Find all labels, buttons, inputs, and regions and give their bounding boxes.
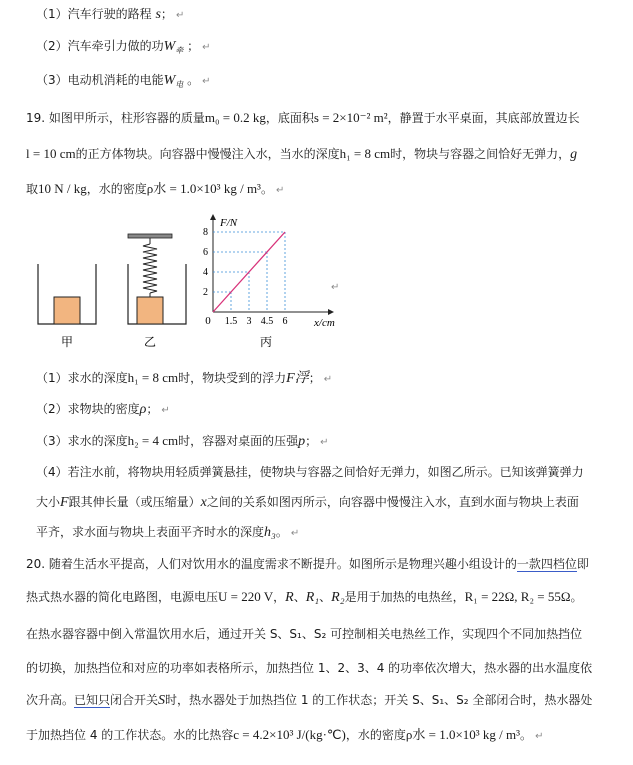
x-axis-label: x/cm (314, 317, 335, 329)
q19-sub4-line3: 平齐，求水面与物块上表面平齐时水的深度h₃。 ↵ (36, 525, 300, 540)
q19-stem-line2: l = 10 cm的正方体物块。向容器中慢慢注入水，当水的深度h₁ = 8 cm时，物块与容器之间恰好无弹力，g (26, 146, 578, 162)
container-jia (38, 264, 96, 324)
para-mark-icon: ↵ (535, 731, 544, 742)
label-yi: 乙 (143, 335, 157, 349)
container-yi (128, 234, 186, 324)
x-tick-label: 3 (246, 316, 252, 327)
y-axis-arrow-icon (210, 214, 216, 220)
x-tick-label: 4.5 (260, 316, 274, 327)
q19-sub2: （2）求物块的密度ρ； ↵ (36, 402, 170, 417)
para-mark-icon: ↵ (323, 374, 333, 385)
q19-figures (28, 208, 348, 353)
y-tick-label: 4 (203, 267, 208, 278)
y-tick-label: 6 (203, 247, 208, 258)
q19-stem-line3: 取10 N / kg，水的密度ρ水 = 1.0×10³ kg / m³。 ↵ (26, 181, 285, 196)
ceiling-support (128, 234, 172, 238)
para-mark-icon: ↵ (275, 185, 285, 196)
q18-part2: （2）汽车牵引力做的功$W_牵$ ； ↵ (36, 39, 211, 55)
x-tick-label: 1.5 (224, 316, 238, 327)
para-mark-icon: ↵ (161, 405, 170, 416)
var-w-qian: $W_牵$ (163, 39, 184, 55)
label-jia: 甲 (60, 335, 74, 349)
cube-block-yi (137, 297, 163, 324)
q19-sub3: （3）求水的深度h₂ = 4 cm时，容器对桌面的压强p； ↵ (36, 433, 329, 449)
y-axis-label: F/N (220, 217, 238, 229)
x-axis-arrow-icon (328, 309, 334, 315)
para-mark-icon: ↵ (202, 42, 211, 53)
para-mark-icon: ↵ (320, 437, 329, 448)
figure-svg (28, 208, 348, 353)
para-mark-icon: ↵ (175, 10, 185, 21)
q20-stem-line5: 次升高。已知只闭合开关S时，热水器处于加热挡位 1 的工作状态；开关 S、S₁、S₂ 全部闭合时，热水器处 (26, 693, 593, 708)
label-bing: 丙 (259, 335, 273, 349)
q20-stem-line1: 20. 随着生活水平提高，人们对饮用水的温度需求不断提升。如图所示是物理兴趣小组设计的一款四档位即 (26, 557, 589, 571)
q20-stem-line3: 在热水器容器中倒入常温饮用水后，通过开关 S、S₁、S₂ 可控制相关电热丝工作，实现四个不同加热挡位 (26, 627, 583, 641)
q19-sub4-line2: 大小F跟其伸长量（或压缩量）x之间的关系如图丙所示，向容器中慢慢注入水，直到水面与物块上表面 (36, 495, 579, 510)
cube-block-jia (54, 297, 80, 324)
q19-sub1: （1）求水的深度h₁ = 8 cm时，物块受到的浮力F浮； ↵ (36, 370, 333, 386)
q18-part1: （1）汽车行驶的路程 s； ↵ (36, 7, 185, 22)
var-s: s (155, 7, 161, 22)
q19-stem-line1: 19. 如图甲所示，柱形容器的质量m₀ = 0.2 kg，底面积s = 2×10⁻² m²，静置于水平桌面，其底部放置边长 (26, 110, 580, 125)
q20-stem-line2: 热式热水器的简化电路图，电源电压U = 220 V，R、R₁、R₂是用于加热的电热丝，R₁ = 22Ω, R₂ = 55Ω。 (26, 589, 583, 605)
q20-stem-line4: 的切换，加热挡位和对应的功率如表格所示，加热挡位 1、2、3、4 的功率依次增大，热水器的出水温度依 (26, 661, 593, 675)
para-mark-icon: ↵ (331, 282, 340, 293)
spring-icon (143, 238, 157, 297)
q19-sub4-line1: （4）若注水前，将物块用轻质弹簧悬挂，使物块与容器之间恰好无弹力，如图乙所示。已知该弹簧弹力 (36, 465, 584, 479)
y-tick-label: 8 (203, 227, 208, 238)
para-mark (328, 278, 339, 296)
var-w-dian: $W_电$ (163, 73, 184, 89)
q20-stem-line6: 于加热挡位 4 的工作状态。水的比热容c = 4.2×10³ J/(kg·℃)，水的密度ρ水 = 1.0×10³ kg / m³。 ↵ (26, 727, 544, 742)
q18-part3: （3）电动机消耗的电能$W_电$ 。 ↵ (36, 73, 211, 89)
x-tick-label: 6 (282, 316, 288, 327)
origin-label: 0 (205, 315, 211, 327)
y-tick-label: 2 (203, 287, 208, 298)
para-mark-icon: ↵ (202, 76, 211, 87)
para-mark-icon: ↵ (290, 528, 300, 539)
force-extension-chart (203, 214, 335, 329)
